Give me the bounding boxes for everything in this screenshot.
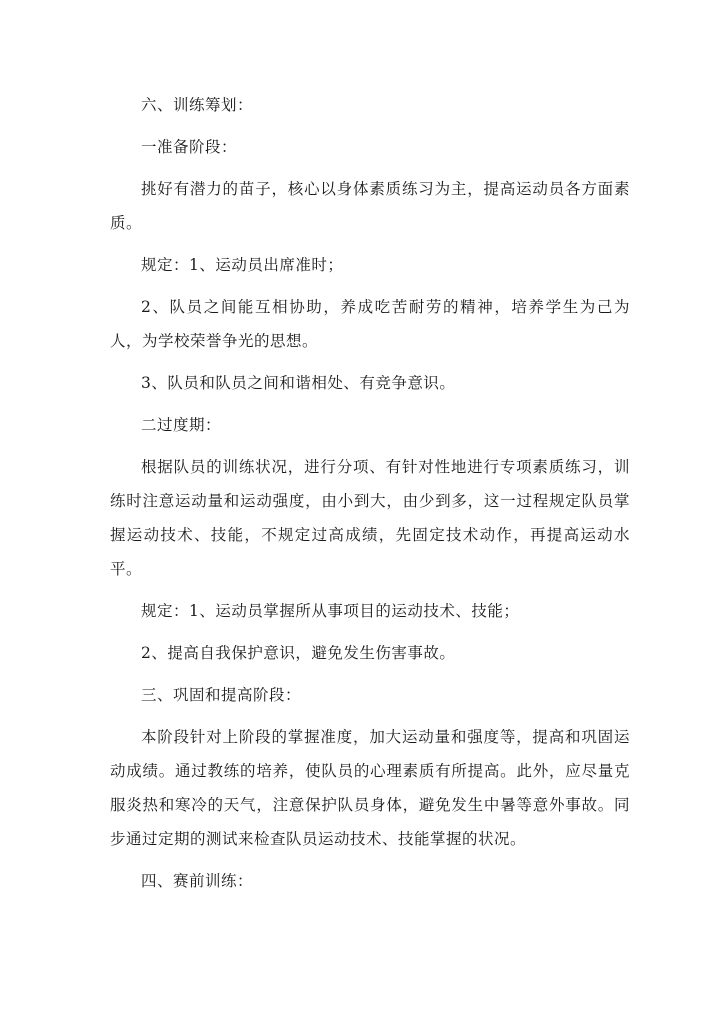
stage-heading-preparation: 一准备阶段： (141, 138, 238, 156)
requirement-item-1: 规定：1、运动员出席准时； (141, 256, 344, 274)
requirement-item-3: 3、队员和队员之间和谐相处、有竞争意识。 (141, 374, 456, 392)
stage-heading-pre-competition: 四、赛前训练： (141, 872, 254, 890)
requirement-item-2-transition: 2、提高自我保护意识，避免发生伤害事故。 (141, 644, 456, 662)
stage-heading-consolidation: 三、巩固和提高阶段： (141, 686, 302, 704)
document-page (110, 88, 630, 906)
requirement-item-2: 2、队员之间能互相协助，养成吃苦耐劳的精神，培养学生为己为人，为学校荣誉争光的思想。 (110, 298, 630, 350)
section-heading-training-plan: 六、训练筹划： (141, 96, 254, 114)
paragraph-preparation-body: 挑好有潜力的苗子，核心以身体素质练习为主，提高运动员各方面素质。 (110, 180, 630, 232)
paragraph-transition-body: 根据队员的训练状况，进行分项、有针对性地进行专项素质练习，训练时注意运动量和运动强度，由小到大，由少到多，这一过程规定队员掌握运动技术、技能，不规定过高成绩，先固定技术动作，再提高运动水平。 (110, 458, 630, 578)
stage-heading-transition: 二过度期： (141, 416, 222, 434)
paragraph-consolidation-body: 本阶段针对上阶段的掌握准度，加大运动量和强度等，提高和巩固运动成绩。通过教练的培养，使队员的心理素质有所提高。此外，应尽量克服炎热和寒冷的天气，注意保护队员身体，避免发生中暑等意外事故。同步通过定期的测试来检查队员运动技术、技能掌握的状况。 (110, 728, 630, 848)
requirement-item-1-transition: 规定：1、运动员掌握所从事项目的运动技术、技能； (141, 602, 520, 620)
